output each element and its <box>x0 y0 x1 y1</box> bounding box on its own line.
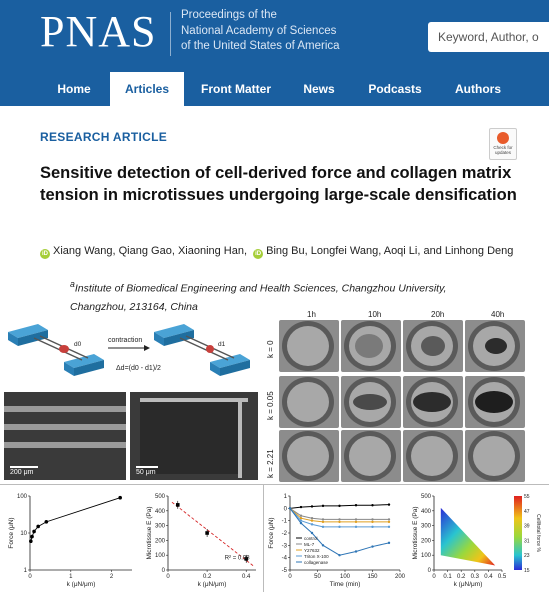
y-axis-title: Microtissue E (Pa) <box>146 506 153 560</box>
affiliation-text: Institute of Biomedical Engineering and Health Sciences, Changzhou University, Changzhou, 213164, China <box>70 282 447 313</box>
x-tick-label: 2 <box>109 574 114 580</box>
publisher-line: National Academy of Sciences <box>181 24 337 37</box>
data-point <box>311 505 313 507</box>
data-point <box>371 545 373 547</box>
x-tick-label: 0.2 <box>457 574 466 580</box>
legend-label: Y27632 <box>304 548 320 553</box>
data-point <box>355 518 357 520</box>
data-point <box>29 539 33 543</box>
series-line <box>290 508 389 526</box>
colorbar-tick-label: 23 <box>524 553 530 560</box>
nav-item-podcasts[interactable]: Podcasts <box>368 82 422 96</box>
article-type-label: RESEARCH ARTICLE <box>40 130 168 144</box>
pillar-device-after <box>154 324 250 376</box>
x-tick-label: 50 <box>314 574 321 580</box>
colorbar-tick-label: 39 <box>524 523 530 530</box>
data-point <box>322 518 324 520</box>
publisher-line: Proceedings of the <box>181 9 277 21</box>
y-tick-label: 10 <box>20 531 27 537</box>
logo-divider <box>170 12 171 56</box>
data-point <box>388 503 390 505</box>
device-schematic <box>4 310 260 390</box>
x-tick-label: 0.4 <box>242 574 251 580</box>
publisher-line: of the United States of America <box>181 40 340 52</box>
time-label: 10h <box>368 310 382 319</box>
y-tick-label: 0 <box>427 568 431 574</box>
series-line <box>31 498 120 542</box>
crossmark-icon <box>497 132 509 144</box>
arrow-right-icon <box>144 345 150 351</box>
y-tick-label: 0 <box>161 568 165 574</box>
data-point <box>338 526 340 528</box>
time-label: 20h <box>431 310 445 319</box>
data-point <box>355 521 357 523</box>
heatmap-region <box>441 508 495 566</box>
data-point <box>388 521 390 523</box>
orcid-icon[interactable]: iD <box>255 251 262 257</box>
data-point <box>322 544 324 546</box>
affiliation-mark: a <box>70 279 75 289</box>
legend-label: collagenase <box>304 560 329 565</box>
data-point <box>371 521 373 523</box>
y-tick-label: 200 <box>154 538 165 545</box>
nav-item-authors[interactable]: Authors <box>455 82 501 96</box>
y-tick-label: 1 <box>23 568 27 574</box>
x-tick-label: 0.2 <box>202 574 212 580</box>
main-nav <box>0 72 549 106</box>
y-tick-label: -4 <box>281 555 287 562</box>
legend-label: control <box>304 536 318 541</box>
data-point <box>300 522 302 524</box>
data-point <box>300 515 302 517</box>
data-point <box>311 532 313 534</box>
y-axis-title: Force (μN) <box>268 517 275 549</box>
micrograph <box>279 320 339 372</box>
nav-item-news[interactable]: News <box>303 82 335 96</box>
data-point <box>322 526 324 528</box>
data-point <box>176 503 180 507</box>
time-label: 1h <box>307 310 316 319</box>
stiffness-label: k = 0.05 <box>266 391 275 420</box>
microtissue-timelapse <box>265 310 547 482</box>
micrograph <box>465 376 525 428</box>
nav-item-front-matter[interactable]: Front Matter <box>201 82 271 96</box>
data-point <box>36 525 40 529</box>
site-header <box>0 0 549 72</box>
y-axis-title: Force (μN) <box>8 517 15 549</box>
scale-bar-label: 200 μm <box>10 469 34 476</box>
delta-formula: Δd=(d0 - d1)/2 <box>116 365 161 372</box>
check-updates-text: Check for <box>493 145 513 150</box>
sem-image-overview <box>4 392 126 480</box>
micrograph <box>403 430 463 482</box>
x-tick-label: 0 <box>28 574 32 580</box>
x-tick-label: 0.1 <box>443 574 452 580</box>
modulus-vs-stiffness-chart <box>138 488 262 592</box>
data-point <box>338 521 340 523</box>
data-point <box>371 526 373 528</box>
micrograph <box>403 376 463 428</box>
data-point <box>388 526 390 528</box>
data-point <box>355 550 357 552</box>
scale-bar <box>136 466 158 468</box>
y-axis-title: Microtissue E (Pa) <box>412 506 419 560</box>
x-tick-label: 0 <box>166 574 170 580</box>
y-tick-label: 300 <box>420 523 431 530</box>
y-tick-label: -3 <box>281 543 287 550</box>
force-time-course-chart <box>266 488 406 592</box>
y-tick-label: 500 <box>154 494 165 500</box>
x-axis-title: k (μN/μm) <box>453 581 483 588</box>
y-tick-label: 500 <box>420 494 431 500</box>
author-names[interactable]: Bing Bu, Longfei Wang, Aoqi Li, and Linhong Deng <box>266 245 514 257</box>
force-contribution-heatmap <box>406 488 549 592</box>
data-point <box>371 518 373 520</box>
sem-image-closeup <box>130 392 258 480</box>
x-tick-label: 150 <box>367 574 378 580</box>
d1-label: d1 <box>218 341 226 348</box>
x-tick-label: 0 <box>432 574 436 580</box>
y-tick-label: 1 <box>283 494 287 500</box>
data-point <box>388 542 390 544</box>
y-tick-label: -1 <box>281 518 287 525</box>
y-tick-label: -2 <box>281 531 287 537</box>
data-point <box>371 504 373 506</box>
y-tick-label: 100 <box>154 553 165 560</box>
data-point <box>32 530 36 534</box>
author-list <box>40 245 513 259</box>
data-point <box>30 535 34 539</box>
micrograph <box>465 320 525 372</box>
y-tick-label: -5 <box>281 568 287 574</box>
stiffness-label: k = 2.21 <box>266 449 275 478</box>
data-point <box>355 526 357 528</box>
nav-item-articles[interactable]: Articles <box>110 72 184 106</box>
colorbar-tick-label: 15 <box>524 568 530 574</box>
contraction-label: contraction <box>108 337 143 344</box>
figure-divider <box>0 484 549 485</box>
data-point <box>338 518 340 520</box>
data-point <box>355 504 357 506</box>
force-vs-stiffness-chart <box>0 488 138 592</box>
stiffness-label: k = 0 <box>266 340 275 358</box>
micrograph <box>341 320 401 372</box>
x-tick-label: 0.3 <box>470 574 479 580</box>
x-axis-title: k (μN/μm) <box>197 581 227 588</box>
y-tick-label: 200 <box>420 538 431 545</box>
colorbar-tick-label: 31 <box>524 538 530 545</box>
article-title: Sensitive detection of cell-derived force and collagen matrix tension in microtissues undergoing large-scale densification <box>40 164 517 204</box>
data-point <box>338 554 340 556</box>
series-line <box>290 508 389 519</box>
micrograph <box>279 430 339 482</box>
colorbar-tick-label: 55 <box>524 494 530 500</box>
x-axis-title: Time (min) <box>329 581 361 588</box>
y-tick-label: 100 <box>420 553 431 560</box>
data-point <box>205 531 209 535</box>
data-point <box>311 519 313 521</box>
x-tick-label: 200 <box>394 574 406 580</box>
micrograph <box>341 376 401 428</box>
micrograph <box>403 320 463 372</box>
scale-bar-label: 50 μm <box>136 469 156 476</box>
check-updates-text: updates <box>494 150 511 155</box>
x-tick-label: 0.5 <box>497 574 507 580</box>
y-tick-label: 100 <box>16 494 27 500</box>
r-squared-annotation: R² = 0.98 <box>224 555 250 562</box>
legend-label: ML-7 <box>304 542 315 547</box>
data-point <box>322 521 324 523</box>
data-point <box>45 520 49 524</box>
publisher-name <box>181 8 340 55</box>
graphical-abstract-figure[interactable] <box>0 308 549 592</box>
y-tick-label: 0 <box>283 506 287 513</box>
colorbar <box>514 496 522 570</box>
d0-label: d0 <box>74 341 82 348</box>
check-for-updates-button[interactable] <box>489 128 517 160</box>
data-point <box>388 518 390 520</box>
nav-item-home[interactable]: Home <box>57 82 91 96</box>
data-point <box>289 507 291 509</box>
x-tick-label: 0.4 <box>484 574 493 580</box>
data-point <box>300 506 302 508</box>
legend-label: Triton X-100 <box>304 554 329 559</box>
colorbar-tick-label: 47 <box>524 508 530 515</box>
search-input[interactable]: Keyword, Author, o <box>428 22 549 52</box>
y-tick-label: 300 <box>154 523 165 530</box>
x-tick-label: 100 <box>339 574 351 580</box>
data-point <box>311 523 313 525</box>
micrograph <box>279 376 339 428</box>
x-axis-title: k (μN/μm) <box>66 581 96 588</box>
author-names[interactable]: Xiang Wang, Qiang Gao, Xiaoning Han, <box>53 245 248 257</box>
micrograph <box>465 430 525 482</box>
x-tick-label: 0 <box>288 574 292 580</box>
x-tick-label: 1 <box>69 574 73 580</box>
data-point <box>311 517 313 519</box>
y-tick-label: 400 <box>154 508 165 515</box>
data-point <box>338 505 340 507</box>
orcid-icon[interactable]: iD <box>42 251 48 257</box>
micrograph <box>341 430 401 482</box>
pillar-device-before <box>8 324 104 376</box>
figure-divider <box>263 484 264 592</box>
pnas-logo[interactable]: PNAS <box>40 7 157 56</box>
data-point <box>118 496 122 500</box>
colorbar-title: Cell/total force % <box>535 514 541 552</box>
time-label: 40h <box>491 310 505 319</box>
y-tick-label: 400 <box>420 508 431 515</box>
data-point <box>322 505 324 507</box>
scale-bar <box>10 466 38 468</box>
